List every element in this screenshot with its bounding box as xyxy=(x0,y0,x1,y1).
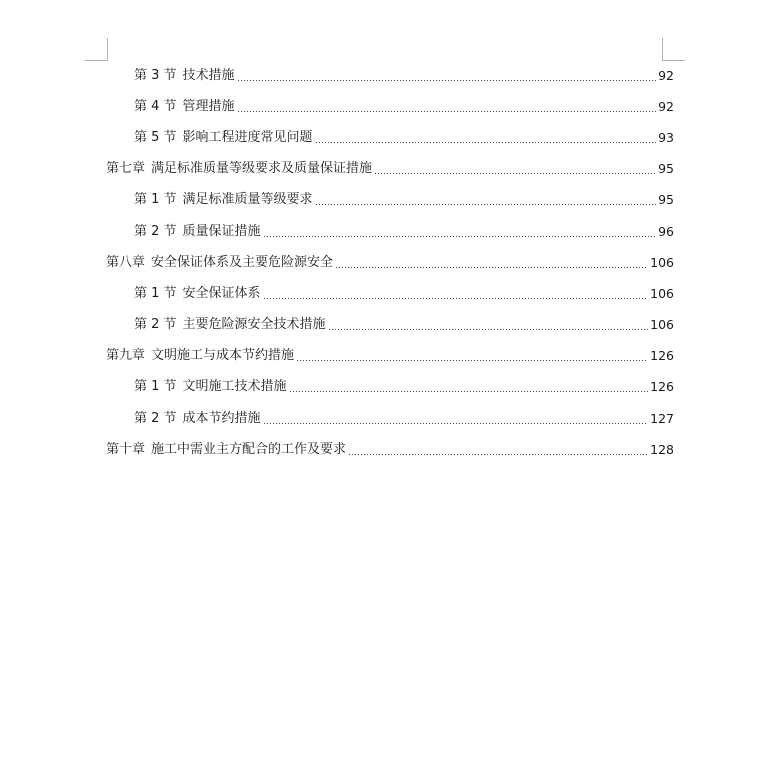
toc-entry[interactable] xyxy=(106,185,674,216)
toc-entry[interactable] xyxy=(106,341,674,372)
toc-entry-title: 文明施工与成本节约措施 xyxy=(151,348,295,364)
toc-entry[interactable] xyxy=(106,403,674,434)
toc-leader-dots xyxy=(237,102,657,112)
table-of-contents xyxy=(106,60,674,465)
toc-entry-number: 第十章 xyxy=(106,441,146,457)
corner-mark-top-right xyxy=(662,38,685,61)
toc-entry[interactable] xyxy=(106,60,674,91)
toc-entry-title: 施工中需业主方配合的工作及要求 xyxy=(151,441,347,457)
toc-entry[interactable] xyxy=(106,216,674,247)
toc-leader-dots xyxy=(296,351,648,361)
toc-entry-number: 第九章 xyxy=(106,348,146,364)
toc-entry-title: 影响工程进度常见问题 xyxy=(182,129,313,145)
toc-entry-title: 安全保证体系及主要危险源安全 xyxy=(151,254,334,270)
toc-entry-number: 第 2 节 xyxy=(134,410,177,426)
toc-entry-title: 管理措施 xyxy=(182,98,235,114)
toc-entry-page: 126 xyxy=(650,379,674,395)
toc-entry-page: 106 xyxy=(650,317,674,333)
toc-entry-number: 第 1 节 xyxy=(134,379,177,395)
corner-mark-top-left xyxy=(85,38,108,61)
toc-entry-page: 106 xyxy=(650,285,674,301)
toc-entry[interactable] xyxy=(106,372,674,403)
toc-entry-number: 第 2 节 xyxy=(134,223,177,239)
toc-entry-number: 第 5 节 xyxy=(134,129,177,145)
toc-entry[interactable] xyxy=(106,310,674,341)
toc-entry-page: 126 xyxy=(650,348,674,364)
toc-leader-dots xyxy=(374,164,656,174)
toc-entry-title: 技术措施 xyxy=(182,67,235,83)
toc-entry-number: 第七章 xyxy=(106,161,146,177)
toc-entry[interactable] xyxy=(106,154,674,185)
toc-entry-number: 第 3 节 xyxy=(134,67,177,83)
toc-entry-page: 92 xyxy=(658,98,674,114)
toc-leader-dots xyxy=(328,320,649,330)
toc-entry-page: 106 xyxy=(650,254,674,270)
toc-leader-dots xyxy=(263,414,649,424)
toc-entry-title: 满足标准质量等级要求 xyxy=(182,192,313,208)
toc-entry-title: 文明施工技术措施 xyxy=(182,379,287,395)
toc-entry-page: 128 xyxy=(650,441,674,457)
toc-leader-dots xyxy=(237,71,657,81)
toc-leader-dots xyxy=(348,445,648,455)
toc-entry-number: 第 4 节 xyxy=(134,98,177,114)
toc-entry-page: 127 xyxy=(650,410,674,426)
toc-entry-title: 主要危险源安全技术措施 xyxy=(182,317,326,333)
toc-entry-page: 93 xyxy=(658,129,674,145)
toc-leader-dots xyxy=(263,227,657,237)
toc-entry-page: 95 xyxy=(658,192,674,208)
toc-entry-number: 第 1 节 xyxy=(134,192,177,208)
toc-leader-dots xyxy=(263,289,649,299)
toc-entry-title: 质量保证措施 xyxy=(182,223,261,239)
toc-leader-dots xyxy=(315,195,657,205)
toc-entry[interactable] xyxy=(106,122,674,153)
toc-entry-page: 96 xyxy=(658,223,674,239)
toc-entry-number: 第 1 节 xyxy=(134,285,177,301)
toc-entry[interactable] xyxy=(106,434,674,465)
toc-entry[interactable] xyxy=(106,91,674,122)
toc-entry-title: 成本节约措施 xyxy=(182,410,261,426)
toc-entry-number: 第 2 节 xyxy=(134,317,177,333)
toc-entry[interactable] xyxy=(106,247,674,278)
toc-entry[interactable] xyxy=(106,278,674,309)
toc-entry-page: 92 xyxy=(658,67,674,83)
toc-leader-dots xyxy=(315,133,657,143)
toc-entry-title: 满足标准质量等级要求及质量保证措施 xyxy=(151,161,373,177)
toc-entry-number: 第八章 xyxy=(106,254,146,270)
toc-leader-dots xyxy=(289,382,649,392)
toc-entry-title: 安全保证体系 xyxy=(182,285,261,301)
toc-leader-dots xyxy=(335,258,648,268)
toc-entry-page: 95 xyxy=(658,161,674,177)
